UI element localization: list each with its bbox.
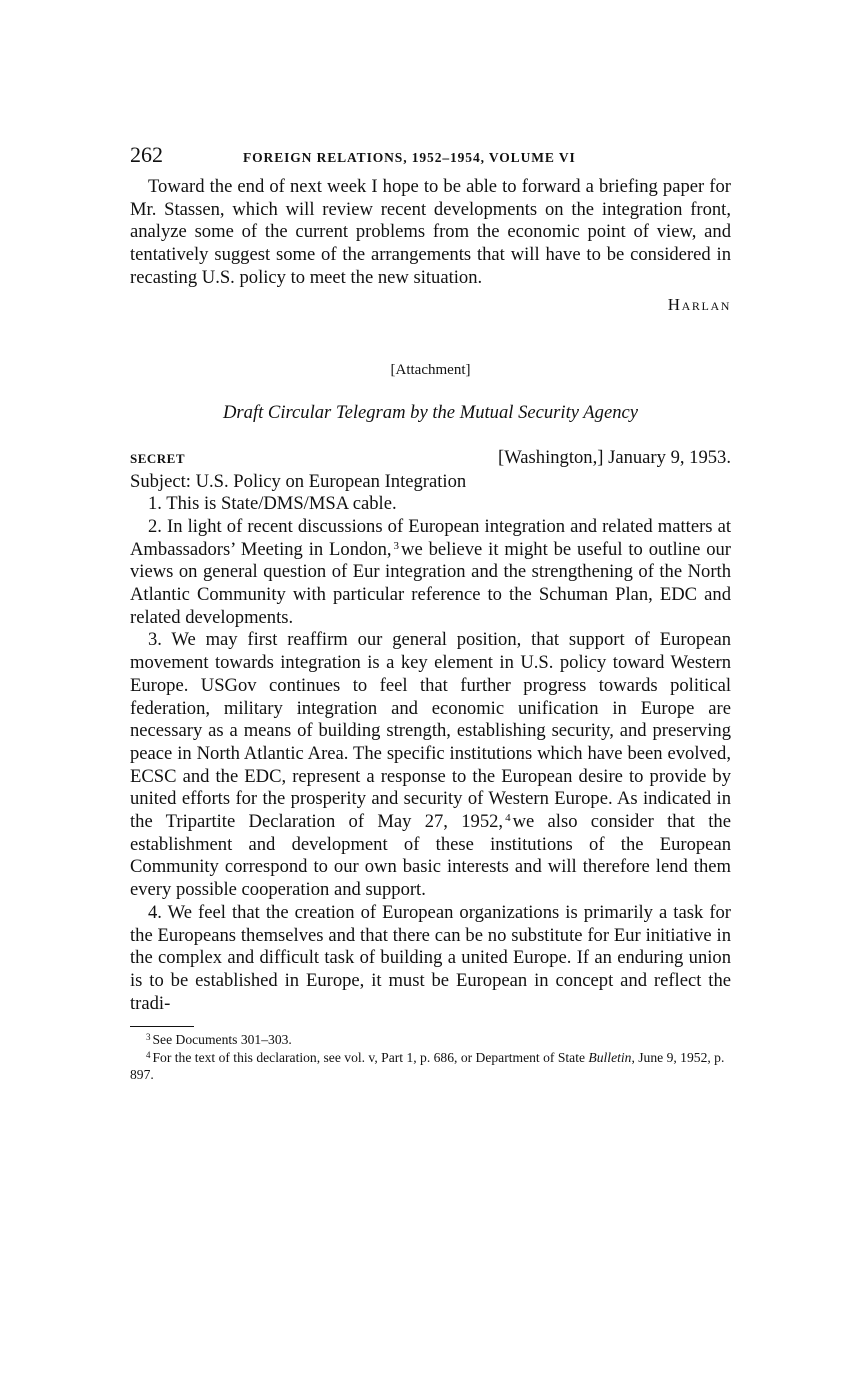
place-date: [Washington,] January 9, 1953. xyxy=(498,446,731,468)
paragraph-3-text-b: we also consider that the establishment and development of these institutions of the European Community correspond to our own basic interests and will therefore lend them every possible cooperation and support. xyxy=(130,811,731,901)
page-number: 262 xyxy=(130,142,163,167)
paragraph-2-text-a: 2. In light of recent discussions of European integration and related matters at Ambassadors’ Meeting in London, xyxy=(130,515,731,560)
footnote-3-mark: 3 xyxy=(146,1032,151,1043)
page-header xyxy=(130,142,731,176)
paragraph-4: 4. We feel that the creation of European organizations is primarily a task for the Europeans themselves and that there can be no substitute for Eur initiative in the complex and difficult task of building a united Europe. If an enduring union is to be established in Europe, it must be European in concept and reflect the tradi- xyxy=(130,901,731,1014)
footnote-3 xyxy=(130,1031,731,1049)
subject-line: Subject: U.S. Policy on European Integration xyxy=(130,470,467,492)
footnote-4-mark: 4 xyxy=(146,1049,151,1060)
running-head: FOREIGN RELATIONS, 1952–1954, VOLUME VI xyxy=(243,150,576,165)
paragraph-2 xyxy=(130,516,731,630)
footnote-4-publication: Bulletin xyxy=(588,1049,632,1065)
signature: Harlan xyxy=(667,294,731,314)
footnote-4-text-rest: , June 9, 1952, p. 897. xyxy=(130,1049,725,1083)
document-title: Draft Circular Telegram by the Mutual Security Agency xyxy=(222,401,639,423)
dateline xyxy=(130,447,731,471)
paragraph-2-text-b: we believe it might be useful to outline our views on general question of Eur integration and the strengthening of the North Atlantic Community with particular reference to the Schuman Plan, EDC and related developments. xyxy=(130,538,731,628)
footnote-3-text: See Documents 301–303. xyxy=(152,1032,292,1048)
footnote-4 xyxy=(130,1049,731,1084)
footnote-4-text: For the text of this declaration, see vol. v, Part 1, p. 686, or Department of State xyxy=(152,1049,586,1065)
document-page xyxy=(130,142,731,1084)
intro-paragraph: Toward the end of next week I hope to be able to forward a briefing paper for Mr. Stassen, which will review recent developments on the integration front, analyze some of the current problems from the economic point of view, and tentatively suggest some of the arrangements that will have to be considered in recasting U.S. policy to meet the new situation. xyxy=(130,176,731,288)
paragraph-1: 1. This is State/DMS/MSA cable. xyxy=(148,493,397,515)
footnote-ref-3[interactable]: 3 xyxy=(393,539,400,552)
attachment-label: [Attachment] xyxy=(390,361,471,378)
classification-marking: SECRET xyxy=(130,450,186,466)
paragraph-3 xyxy=(130,629,731,901)
paragraph-3-text-a: 3. We may first reaffirm our general position, that support of European movement towards integration is a key element in U.S. policy toward Western Europe. USGov continues to feel that further progress towards political federation, military integration and economic unification in Europe are necessary as a means of building strength, establishing security, and preserving peace in North Atlantic Area. The specific institutions which have been evolved, ECSC and the EDC, represent a response to the European desire to provide by united efforts for the prosperity and security of Western Europe. As indicated in the Tripartite Declaration of May 27, 1952, xyxy=(130,629,731,833)
footnote-divider xyxy=(130,1026,194,1027)
footnote-ref-4[interactable]: 4 xyxy=(505,812,511,825)
